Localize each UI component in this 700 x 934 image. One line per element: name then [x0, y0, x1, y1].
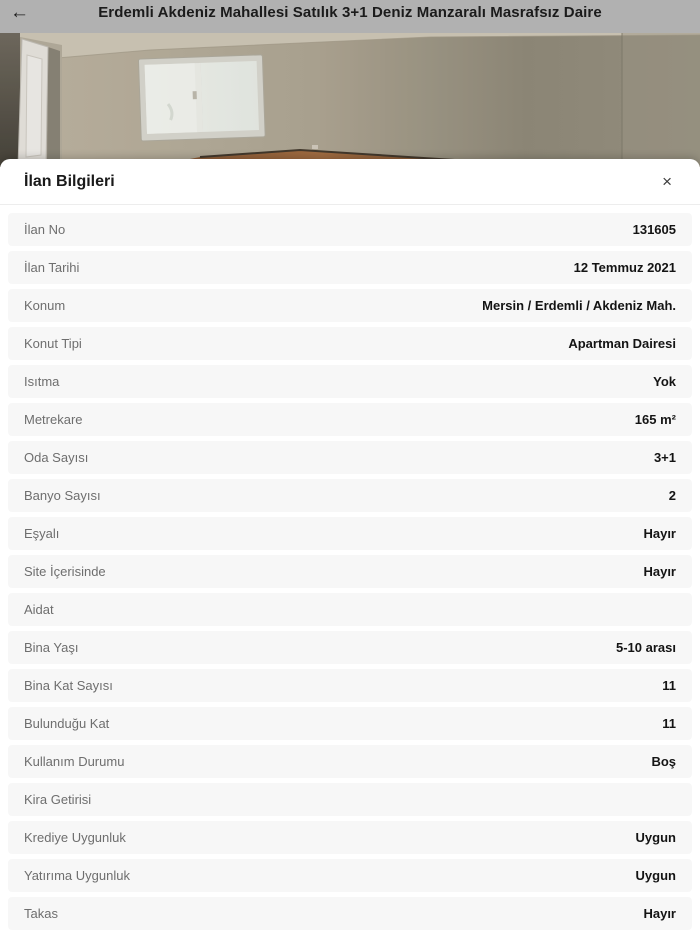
info-row: [8, 441, 692, 474]
listing-info-modal: [0, 159, 700, 934]
close-icon[interactable]: ×: [658, 169, 676, 194]
row-value: Hayır: [643, 906, 676, 921]
row-label: Bulunduğu Kat: [24, 716, 110, 731]
info-row: [8, 327, 692, 360]
row-label: Konut Tipi: [24, 336, 82, 351]
info-row: [8, 707, 692, 740]
info-row: [8, 669, 692, 702]
row-value: Apartman Dairesi: [568, 336, 676, 351]
info-row: [8, 479, 692, 512]
info-row: [8, 403, 692, 436]
row-value: Hayır: [643, 564, 676, 579]
listing-photo[interactable]: [0, 33, 700, 167]
modal-title: İlan Bilgileri: [24, 172, 115, 190]
row-value: 11: [662, 716, 676, 731]
row-label: İlan No: [24, 222, 66, 237]
row-value: 131605: [632, 222, 676, 237]
row-value: Mersin / Erdemli / Akdeniz Mah.: [482, 298, 676, 313]
info-list: [0, 205, 700, 930]
info-row: [8, 745, 692, 778]
info-row: [8, 593, 692, 626]
back-icon[interactable]: ←: [10, 1, 29, 23]
modal-header: [0, 159, 700, 205]
info-row: [8, 897, 692, 930]
info-row: [8, 555, 692, 588]
info-row: [8, 631, 692, 664]
row-value: 3+1: [653, 450, 676, 465]
row-label: Bina Kat Sayısı: [24, 678, 113, 693]
row-value: Uygun: [635, 830, 676, 845]
row-label: Yatırıma Uygunluk: [24, 868, 130, 883]
info-row: [8, 783, 692, 816]
room-photo-illustration: [0, 33, 700, 167]
info-row: [8, 859, 692, 892]
row-label: Kullanım Durumu: [24, 754, 125, 769]
info-row: [8, 213, 692, 246]
row-label: Bina Yaşı: [24, 640, 79, 655]
row-value: 2: [668, 488, 676, 503]
info-row: [8, 365, 692, 398]
row-value: 12 Temmuz 2021: [573, 260, 676, 275]
row-label: İlan Tarihi: [24, 260, 80, 275]
row-label: Takas: [24, 906, 58, 921]
row-label: Banyo Sayısı: [24, 488, 101, 503]
row-label: Site İçerisinde: [24, 564, 106, 579]
row-label: Isıtma: [24, 374, 60, 389]
row-label: Metrekare: [24, 412, 83, 427]
row-value: 165 m²: [634, 412, 676, 427]
info-row: [8, 517, 692, 550]
row-label: Krediye Uygunluk: [24, 830, 126, 845]
row-label: Aidat: [24, 602, 54, 617]
row-value: Hayır: [643, 526, 676, 541]
row-value: Boş: [651, 754, 676, 769]
row-label: Konum: [24, 298, 66, 313]
row-value: Uygun: [635, 868, 676, 883]
app-bar-title: Erdemli Akdeniz Mahallesi Satılık 3+1 Deniz Manzaralı Masrafsız Daire: [98, 4, 602, 21]
app-bar: [0, 0, 700, 33]
row-label: Oda Sayısı: [24, 450, 89, 465]
info-row: [8, 289, 692, 322]
row-label: Kira Getirisi: [24, 792, 92, 807]
info-row: [8, 821, 692, 854]
info-row: [8, 251, 692, 284]
row-value: Yok: [653, 374, 676, 389]
row-label: Eşyalı: [24, 526, 60, 541]
row-value: 5-10 arası: [616, 640, 676, 655]
row-value: 11: [662, 678, 676, 693]
